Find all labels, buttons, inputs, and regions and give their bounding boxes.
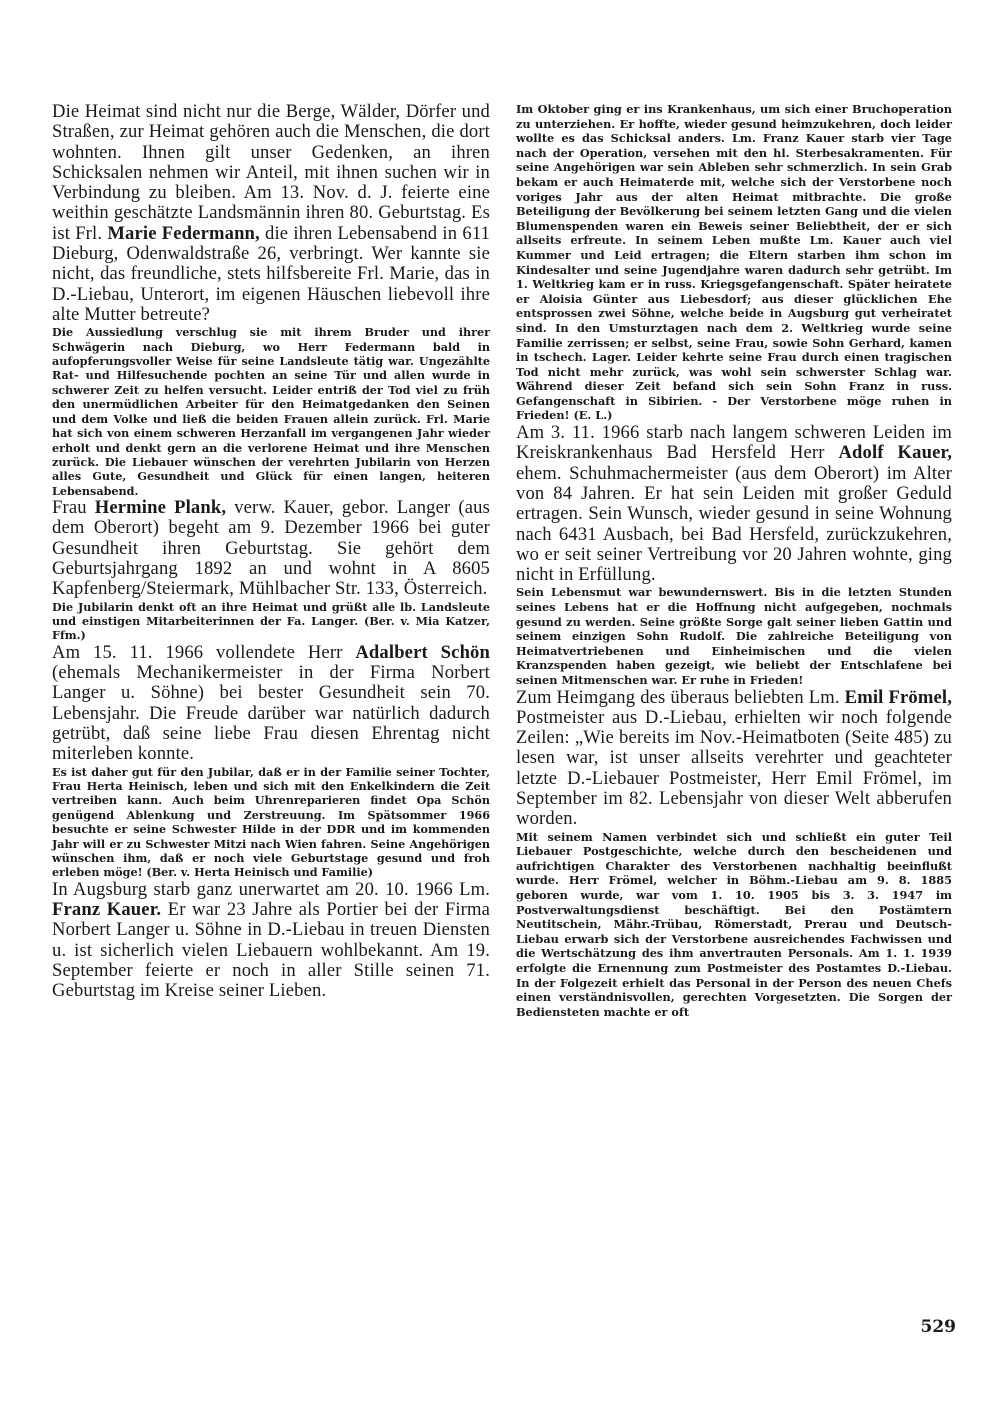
person-name: Franz Kauer. [52,899,162,921]
article-federmann-intro [52,102,490,325]
person-name: Adolf Kauer, [838,442,952,464]
person-name: Adalbert Schön [355,641,490,663]
text-run: verw. Kauer, gebor. Langer (aus dem Oberort) begeht am 9. Dezember 1966 bei guter Gesundheit ihren Geburtstag. Sie gehört dem Geburtsjahrgang 1892 an und wohnt in A 8605 Kapfenberg/Steiermark, Mühlbacher Str. 133, Österreich. [52,497,491,600]
text-run: Am 15. 11. 1966 vollendete Herr [52,641,356,663]
text-run: In Augsburg starb ganz unerwartet am 20. 10. 1966 Lm. [52,878,490,900]
text-run: Er war 23 Jahre als Portier bei der Firma Norbert Langer u. Söhne in D.-Liebau in treuen Diensten u. ist sicherlich vielen Liebauern wohlbekannt. Am 19. September feierte er noch in aller Stille seinen 71. Geburtstag im Kreise seiner Lieben. [52,899,491,1002]
text-run: Die Heimat sind nicht nur die Berge, Wälder, Dörfer und Straßen, zur Heimat gehören auch die Menschen, die dort wohnten. Ihnen gilt unser Gedenken, an ihren Schicksalen nehmen wir Anteil, mit ihnen suchen wir in Verbindung zu bleiben. Am 13. Nov. d. J. feierte eine weithin geschätzte Landsmännin ihren 80. Geburtstag. Es ist Frl. [52,101,490,244]
article-federmann-body: Die Aussiedlung verschlug sie mit ihrem Bruder und ihrer Schwägerin nach Dieburg, wo Herr Federmann bald in aufopferungsvoller Weise für seine Landsleute tätig war. Ungezählte Rat- und Hilfesuchende pochten an seine Tür und allen wurde in schwerer Zeit zu helfen versucht. Leider entriß der Tod viel zu früh den unermüdlichen Arbeiter für den Heimatgedanken den Seinen und dem Volke und ließ die beiden Frauen allein zurück. Frl. Marie hat sich von einem schweren Herzanfall im vergangenen Jahr wieder erholt und denkt gern an die verlorene Heimat und ihre Menschen zurück. Die Liebauer wünschen der verehrten Jubilarin von Herzen alles Gute, Gesundheit und Glück für einen langen, heiteren Lebensabend. [52,325,490,498]
person-name: Marie Federmann, [107,222,260,244]
article-froemel-body: Mit seinem Namen verbindet sich und schließt ein guter Teil Liebauer Postgeschichte, welche durch den bescheidenen und aufrichtigen Charakter des Verstorbenen nachhaltig beeinflußt wurde. Herr Frömel, welcher in Böhm.-Liebau am 9. 8. 1885 geboren wurde, war vom 1. 10. 1905 bis 3. 3. 1947 im Postverwaltungsdienst beschäftigt. Bei den Postämtern Neutitschein, Mähr.-Trübau, Römerstadt, Prerau und Deutsch-Liebau erwarb sich der Verstorbene ausreichendes Fachwissen und die Wertschätzung des ihm anvertrauten Personals. Am 1. 1. 1939 erfolgte die Ernennung zum Postmeister des Postamtes D.-Liebau. In der Folgezeit erhielt das Personal in der Person des neuen Chefs einen verständnisvollen, gerechten Vorgesetzten. Die Sorgen der Bediensteten machte er oft [516,829,952,1019]
article-froemel-intro [516,688,952,830]
text-run: (ehemals Mechanikermeister in der Firma Norbert Langer u. Söhne) bei bester Gesundheit sein 70. Lebensjahr. Die Freude darüber war natürlich dadurch getrübt, daß seine liebe Frau diesen Ehrentag nicht miterleben konnte. [52,662,490,765]
article-schoen-body: Es ist daher gut für den Jubilar, daß er in der Familie seiner Tochter, Frau Herta Heinisch, leben und sich mit den Enkelkindern die Zeit vertreiben kann. Auch beim Uhrenreparieren findet Opa Schön genügend Ablenkung und Zerstreuung. Im Spätsommer 1966 besuchte er seine Schwester Hilde in der DDR und im kommenden Jahr will er zu Schwester Mitzi nach Wien fahren. Seine Angehörigen wünschen ihm, daß er noch viele Geburtstage gesund und froh erleben möge! (Ber. v. Herta Heinisch und Familie) [52,764,490,880]
person-name: Hermine Plank, [94,497,227,519]
text-run: Frau [52,497,95,519]
text-run: die ihren Lebensabend in 611 Dieburg, Odenwaldstraße 26, verbringt. Wer kannte sie nicht, das freundliche, stets hilfsbereite Frl. Marie, das in D.-Liebau, Unterort, im eigenen Häuschen liebevoll ihre alte Mutter betreute? [52,222,491,325]
person-name: Emil Frömel, [844,686,952,708]
text-run: Postmeister aus D.-Liebau, erhielten wir noch folgende Zeilen: „Wie bereits im Nov.-Heimatboten (Seite 485) zu lesen war, ist unser allseits verehrter und geachteter letzte D.-Liebauer Postmeister, Herr Emil Frömel, im September im 82. Lebensjahr von dieser Welt abberufen worden. [516,706,952,830]
article-franz-kauer-body: Im Oktober ging er ins Krankenhaus, um sich einer Bruchoperation zu unterziehen. Er hoffte, wieder gesund heimzukehren, doch leider wollte es das Schicksal anders. Lm. Franz Kauer starb vier Tage nach der Operation, versehen mit den hl. Sterbesakramenten. Für seine Angehörigen war sein Ableben sehr schmerzlich. In sein Grab bekam er auch Heimaterde mit, welche sich der Verstorbene noch voriges Jahr aus der alten Heimat mitbrachte. Die große Beteiligung der Bevölkerung bei seinem letzten Gang und die vielen Blumenspenden waren ein Beweis seiner Beliebtheit, der er sich allseits erfreute. In seinem Leben mußte Lm. Kauer auch viel Kummer und Leid ertragen; die Eltern starben ihm schon im Kindesalter und seine Jugendjahre waren dadurch sehr getrübt. Im 1. Weltkrieg kam er in russ. Kriegsgefangenschaft. Später heiratete er Aloisia Günter aus Liebesdorf; aus dieser glücklichen Ehe entsprossen zwei Söhne, welche beide in Augsburg gut verheiratet sind. In den Umsturztagen nach dem 2. Weltkrieg wurde seine Familie zerrissen; er selbst, seine Frau, sowie Sohn Gerhard, kamen in tschech. Lager. Leider kehrte seine Frau durch einen tragischen Tod nicht mehr zurück, was wohl sein schwerster Schlag war. Während dieser Zeit befand sich sein Sohn Franz in russ. Gefangenschaft in Sibirien. - Der Verstorbene möge ruhen in Frieden! (E. L.) [516,102,952,423]
text-run: ehem. Schuhmachermeister (aus dem Oberort) im Alter von 84 Jahren. Er hat sein Leiden mit großer Geduld ertragen. Sein Wunsch, wieder gesund in seine Wohnung nach 6431 Ausbach, bei Bad Hersfeld, zurückzukehren, wo er seit seiner Vertreibung vor 20 Jahren wohnte, ging nicht in Erfüllung. [516,462,952,586]
left-column [52,102,490,1002]
text-run: Am 3. 11. 1966 starb nach langem schweren Leiden im Kreiskrankenhaus Bad Hersfeld Herr [516,422,952,464]
text-run: Zum Heimgang des überaus beliebten Lm. [516,686,845,708]
article-adolf-kauer-intro [516,423,952,585]
article-adolf-kauer-body: Sein Lebensmut war bewundernswert. Bis in die letzten Stunden seines Lebens hat er die Hoffnung nicht aufgegeben, nochmals gesund zu werden. Seine größte Sorge galt seiner lieben Gattin und seinem einzigen Sohn Rudolf. Die zahlreiche Beteiligung von Heimatvertriebenen und Einheimischen und die vielen Kranzspenden haben gezeigt, wie beliebt der Entschlafene bei seinen Mitmenschen war. Er ruhe in Frieden! [516,585,952,687]
right-column [516,102,952,1019]
page-number: 529 [920,1317,956,1337]
article-plank-body: Die Jubilarin denkt oft an ihre Heimat und grüßt alle lb. Landsleute und einstigen Mitarbeiterinnen der Fa. Langer. (Ber. v. Mia Katzer, Ffm.) [52,599,490,643]
article-schoen-intro [52,643,490,765]
article-plank-intro [52,498,490,599]
article-franz-kauer-intro [52,880,490,1002]
